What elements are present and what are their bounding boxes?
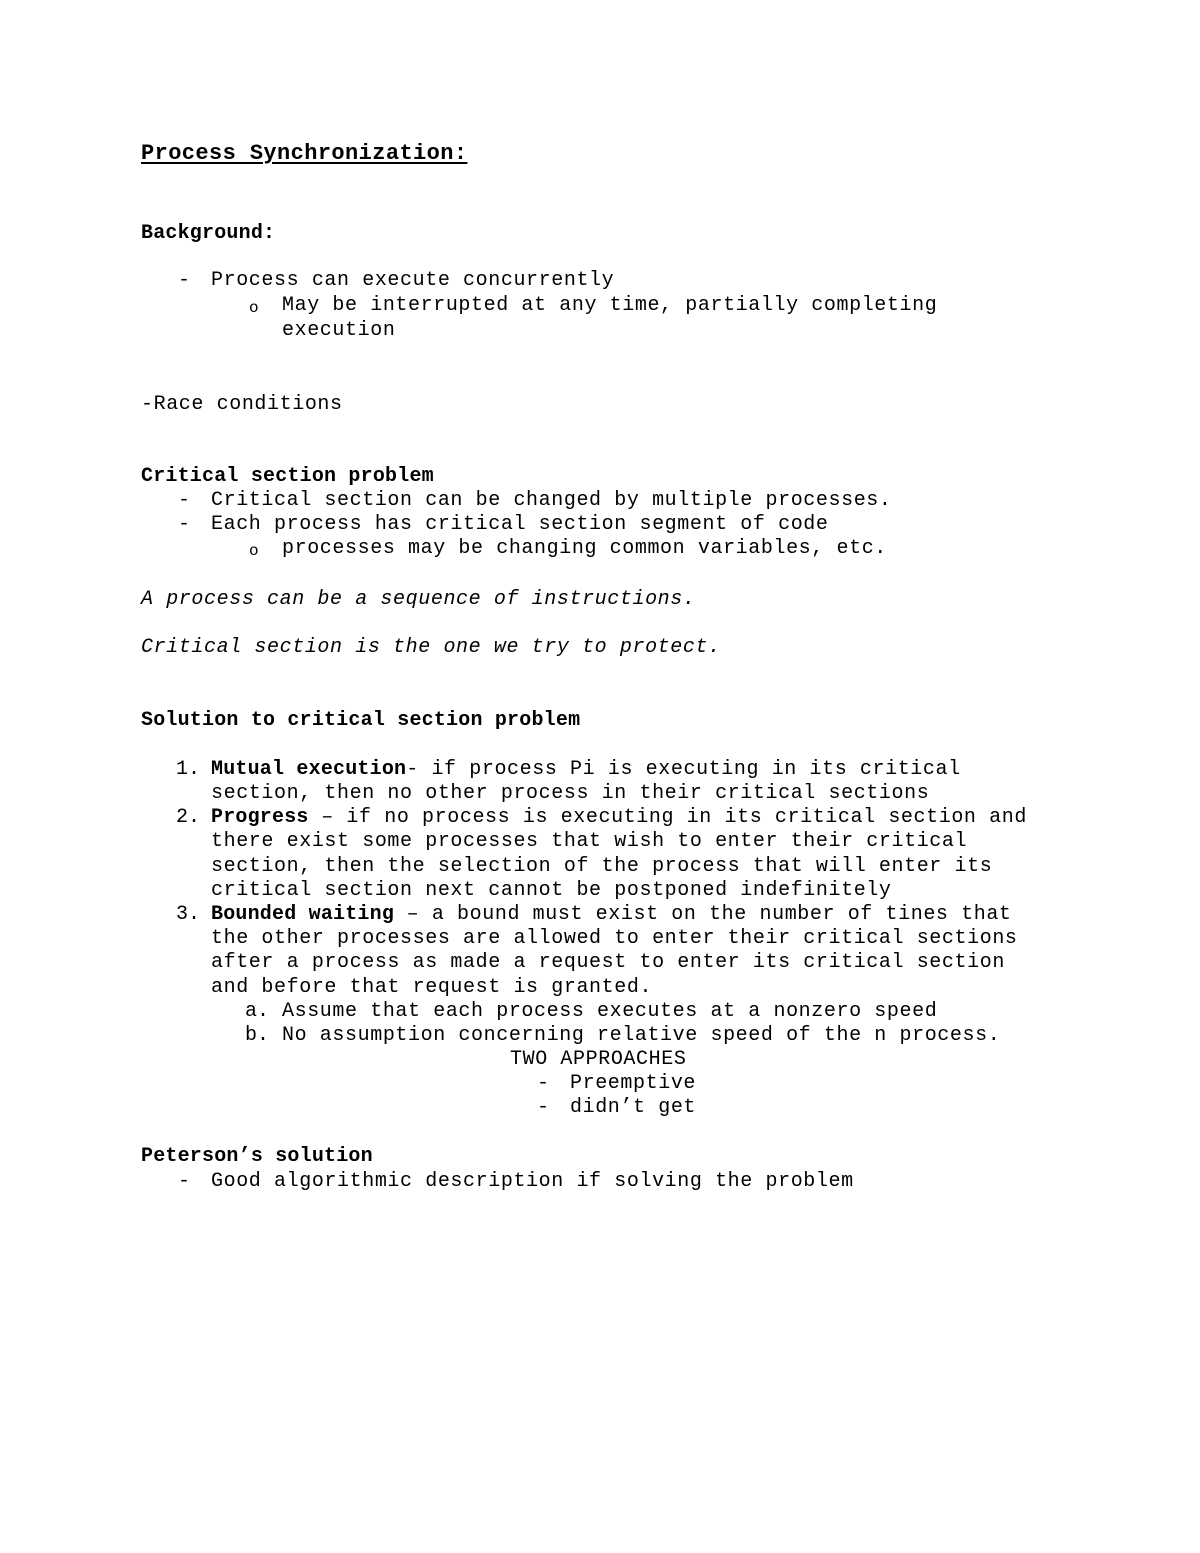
approach-didnt-get: didn’t get	[570, 1096, 697, 1119]
approaches-label: TWO APPROACHES	[510, 1048, 687, 1071]
critical-subitem: processes may be changing common variables, etc.	[282, 537, 887, 560]
background-subitem-line2: execution	[282, 319, 396, 342]
bullet-o: o	[249, 542, 259, 560]
bullet-dash: -	[178, 269, 191, 292]
background-subitem-line1: May be interrupted at any time, partially completing	[282, 294, 938, 317]
list-number: 2.	[176, 806, 201, 829]
solution-item-3-line4: and before that request is granted.	[211, 976, 653, 999]
race-conditions: -Race conditions	[141, 393, 343, 416]
solution-item-3-line1	[211, 903, 1012, 927]
list-letter: b.	[245, 1024, 270, 1047]
solution-item-1-text: - if process Pi is executing in its critical	[406, 758, 961, 781]
solution-item-2-line1	[211, 806, 1027, 830]
list-number: 3.	[176, 903, 201, 926]
bullet-dash: -	[178, 489, 191, 512]
bullet-dash: -	[537, 1072, 550, 1095]
peterson-item-1: Good algorithmic description if solving the problem	[211, 1170, 854, 1193]
solution-item-2-line2: there exist some processes that wish to enter their critical	[211, 830, 968, 853]
note-critical-section: Critical section is the one we try to protect.	[141, 636, 721, 659]
list-letter: a.	[245, 1000, 270, 1023]
solution-heading: Solution to critical section problem	[141, 709, 581, 732]
approach-preemptive: Preemptive	[570, 1072, 697, 1095]
solution-item-3-line2: the other processes are allowed to enter their critical sections	[211, 927, 1018, 950]
solution-item-2-line3: section, then the selection of the process that will enter its	[211, 855, 993, 878]
bullet-dash: -	[537, 1096, 550, 1119]
critical-item-2: Each process has critical section segment of code	[211, 513, 829, 536]
bullet-o: o	[249, 299, 259, 317]
list-number: 1.	[176, 758, 201, 781]
term-progress: Progress	[211, 806, 309, 829]
solution-item-2-text: – if no process is executing in its critical section and	[308, 806, 1027, 829]
term-mutual-execution: Mutual execution	[211, 758, 407, 781]
solution-item-3-line3: after a process as made a request to enter its critical section	[211, 951, 1005, 974]
solution-subitem-b: No assumption concerning relative speed of the n process.	[282, 1024, 1001, 1047]
term-bounded-waiting: Bounded waiting	[211, 903, 395, 926]
note-process: A process can be a sequence of instructions.	[141, 588, 696, 611]
bullet-dash: -	[178, 1170, 191, 1193]
solution-item-3-text: – a bound must exist on the number of tines that	[394, 903, 1012, 926]
critical-item-1: Critical section can be changed by multiple processes.	[211, 489, 892, 512]
solution-item-1-line1	[211, 758, 961, 782]
background-heading: Background:	[141, 222, 276, 245]
solution-item-1-line2: section, then no other process in their critical sections	[211, 782, 930, 805]
background-item-1: Process can execute concurrently	[211, 269, 615, 292]
solution-item-2-line4: critical section next cannot be postponed indefinitely	[211, 879, 892, 902]
page-title: Process Synchronization:	[141, 141, 468, 166]
critical-heading: Critical section problem	[141, 465, 434, 488]
peterson-heading: Peterson’s solution	[141, 1145, 373, 1168]
solution-subitem-a: Assume that each process executes at a nonzero speed	[282, 1000, 938, 1023]
bullet-dash: -	[178, 513, 191, 536]
